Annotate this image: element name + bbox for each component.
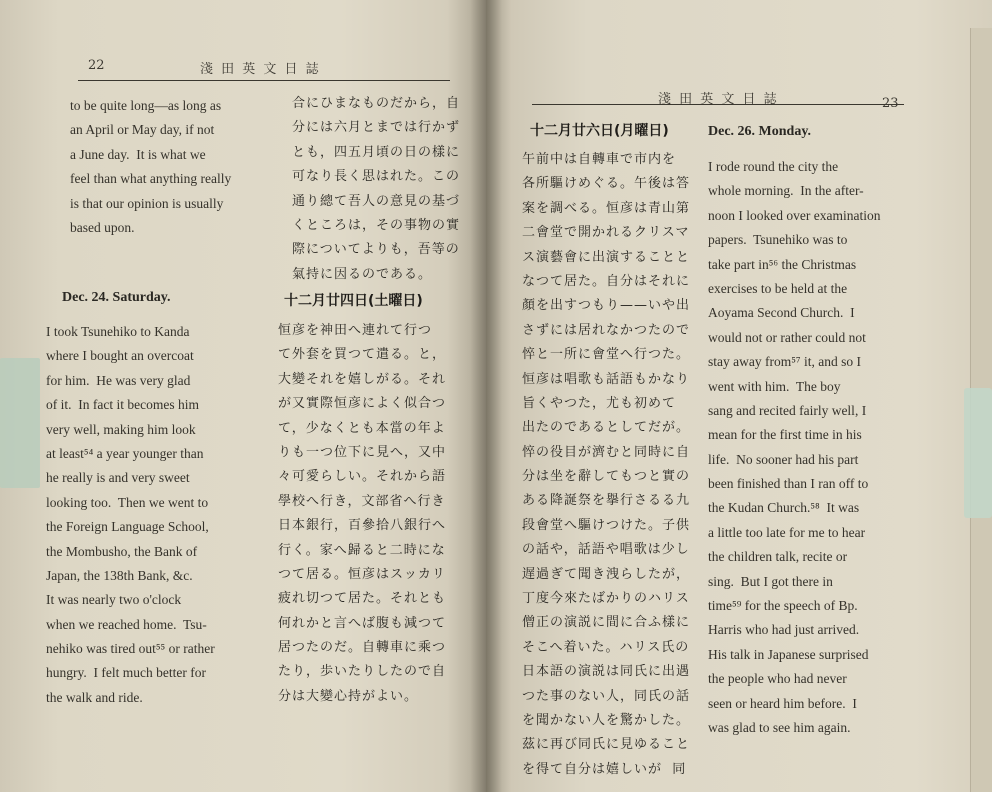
english-text-line: feel than what anything really bbox=[70, 171, 232, 187]
japanese-text-line: ス演藝會に出演することと bbox=[522, 249, 691, 265]
english-text-line: Aoyama Second Church. I bbox=[708, 305, 855, 321]
japanese-text-line: とも，四五月頃の日の樣に bbox=[292, 144, 461, 160]
page-number-left: 22 bbox=[88, 58, 105, 73]
japanese-text-line: 案を調べる。恒彦は青山第 bbox=[522, 200, 691, 216]
english-text-line: sing. But I got there in bbox=[708, 573, 833, 589]
japanese-text-line: 疲れ切つて居た。それとも bbox=[278, 591, 447, 607]
japanese-text-line: さずには居れなかつたので bbox=[522, 322, 691, 338]
english-text-line: time⁵⁹ for the speech of Bp. bbox=[708, 598, 858, 614]
japanese-text-line: 恒彦は唱歌も話語もかなり bbox=[522, 371, 691, 387]
english-text-line: a little too late for me to hear bbox=[708, 524, 866, 540]
english-text-line: based upon. bbox=[70, 219, 135, 235]
english-text-line: when we reached home. Tsu- bbox=[46, 616, 207, 632]
japanese-text-line: 分は坐を辭してもつと實の bbox=[522, 469, 691, 485]
japanese-text-line: 行く。家へ歸ると二時にな bbox=[278, 542, 446, 558]
english-text-line: to be quite long—as long as bbox=[70, 98, 222, 113]
english-text-line: Harris who had just arrived. bbox=[708, 622, 860, 638]
japanese-text-line: 學校へ行き，文部省へ行き bbox=[278, 493, 446, 509]
japanese-text-line: 分は大變心持がよい。 bbox=[278, 688, 419, 704]
english-text-line: the people who had never bbox=[708, 671, 847, 687]
english-text-line: a June day. It is what we bbox=[70, 146, 206, 162]
english-text-line: mean for the first time in his bbox=[708, 427, 862, 443]
japanese-text-line: を得て自分は嬉しいが 同 bbox=[522, 761, 687, 777]
header-rule-left bbox=[78, 80, 450, 81]
english-text-line: hungry. I felt much better for bbox=[46, 665, 206, 681]
english-entry-dec26 bbox=[708, 155, 880, 740]
header-rule-right bbox=[532, 104, 904, 105]
japanese-text-line: 々可愛らしい。それから語 bbox=[278, 469, 447, 485]
japanese-text-line: 際についてよりも，吾等の bbox=[292, 242, 460, 258]
english-text-line: an April or May day, if not bbox=[70, 122, 215, 138]
bookmark-tab-right bbox=[964, 388, 992, 518]
english-text-line: at least⁵⁴ a year younger than bbox=[46, 445, 204, 461]
english-text-line: noon I looked over examination bbox=[708, 207, 881, 223]
english-text-line: exercises to be held at the bbox=[708, 280, 848, 296]
japanese-text-line: 日本銀行，百參拾八銀行へ bbox=[278, 518, 447, 534]
english-text-line: went with him. The boy bbox=[708, 378, 841, 394]
japanese-entry-dec26 bbox=[522, 148, 690, 782]
japanese-text-line: の話や，話語や唱歌は少し bbox=[522, 542, 690, 558]
english-text-line: would not or rather could not bbox=[708, 329, 866, 345]
english-text-line: was glad to see him again. bbox=[708, 719, 851, 735]
japanese-text-line: つた事のない人，同氏の話 bbox=[522, 688, 691, 704]
english-text-line: the walk and ride. bbox=[46, 689, 143, 705]
english-text-line: seen or heard him before. I bbox=[708, 695, 857, 711]
japanese-text-line: が又實際恒彦によく似合つ bbox=[278, 396, 447, 412]
japanese-text-line: 合にひまなものだから，自 bbox=[292, 96, 461, 111]
japanese-text-line: 恒彦を神田へ連れて行つ bbox=[278, 323, 433, 338]
japanese-continuation bbox=[292, 92, 460, 287]
japanese-text-line: 可なり長く思はれた。この bbox=[292, 169, 461, 185]
japanese-text-line: 氣持に因るのである。 bbox=[292, 266, 433, 282]
japanese-text-line: て，少なくとも本當の年よ bbox=[278, 420, 446, 436]
japanese-text-line: 居つたのだ。自轉車に乘つ bbox=[278, 640, 447, 656]
english-text-line: His talk in Japanese surprised bbox=[708, 646, 869, 662]
english-text-line: he really is and very sweet bbox=[46, 470, 190, 486]
japanese-text-line: 通り總て吾人の意見の基づ bbox=[292, 193, 461, 209]
english-text-line: whole morning. In the after- bbox=[708, 183, 864, 199]
japanese-text-line: 午前中は自轉車で市内を bbox=[522, 152, 677, 167]
japanese-text-line: そこへ着いた。ハリス氏の bbox=[522, 639, 690, 655]
japanese-text-line: 丁度今來たばかりのハリス bbox=[522, 591, 690, 607]
japanese-text-line: を聞かない人を驚かした。 bbox=[522, 712, 691, 728]
japanese-text-line: 顏を出すつもり——いや出 bbox=[522, 298, 691, 314]
japanese-text-line: 分には六月とまでは行かず bbox=[292, 120, 461, 136]
japanese-text-line: 出たのであるとしてだが。 bbox=[522, 420, 691, 436]
english-text-line: It was nearly two o'clock bbox=[46, 592, 182, 608]
japanese-text-line: なつて居た。自分はそれに bbox=[522, 273, 691, 289]
english-text-line: the Mombusho, the Bank of bbox=[46, 543, 198, 559]
english-text-line: for him. He was very glad bbox=[46, 372, 191, 388]
japanese-text-line: くところは，その事物の實 bbox=[292, 217, 461, 233]
english-text-line: stay away from⁵⁷ it, and so I bbox=[708, 354, 862, 370]
japanese-text-line: 旨くやつた，尤も初めて bbox=[522, 395, 677, 411]
entry-date-jp-dec26: 十二月廿六日(月曜日) bbox=[530, 123, 669, 139]
english-text-line: looking too. Then we went to bbox=[46, 494, 209, 510]
english-text-line: is that our opinion is usually bbox=[70, 195, 224, 211]
english-text-line: I rode round the city the bbox=[708, 159, 839, 174]
running-title-left: 淺 田 英 文 日 誌 bbox=[200, 62, 321, 77]
japanese-text-line: 日本語の演説は同氏に出遇 bbox=[522, 664, 691, 680]
english-text-line: been finished than I ran off to bbox=[708, 476, 869, 492]
japanese-text-line: ある降誕祭を擧行さるる九 bbox=[522, 493, 691, 509]
entry-date-en-dec26: Dec. 26. Monday. bbox=[708, 124, 812, 139]
japanese-text-line: 茲に再び同氏に見ゆること bbox=[522, 737, 691, 753]
japanese-text-line: 何れかと言へば腹も減つて bbox=[278, 615, 447, 631]
book-gutter bbox=[470, 0, 502, 792]
japanese-text-line: 僧正の演説に間に合ふ樣に bbox=[522, 615, 691, 631]
japanese-text-line: 段會堂へ驅けつけた。子供 bbox=[522, 517, 691, 533]
japanese-text-line: 二會堂で開かれるクリスマ bbox=[522, 225, 690, 241]
japanese-text-line: りも一つ位下に見へ，又中 bbox=[278, 444, 447, 460]
japanese-text-line: 各所驅けめぐる。午後は答 bbox=[522, 176, 691, 192]
english-text-line: the Foreign Language School, bbox=[46, 519, 209, 535]
english-text-line: of it. In fact it becomes him bbox=[46, 397, 199, 413]
english-text-line: life. No sooner had his part bbox=[708, 451, 859, 467]
english-text-line: papers. Tsunehiko was to bbox=[708, 232, 848, 248]
english-text-line: I took Tsunehiko to Kanda bbox=[46, 324, 190, 339]
entry-date-en-dec24: Dec. 24. Saturday. bbox=[62, 290, 171, 305]
japanese-text-line: 悴と一所に會堂へ行つた。 bbox=[522, 347, 691, 363]
english-text-line: nehiko was tired out⁵⁵ or rather bbox=[46, 641, 215, 657]
japanese-text-line: 大變それを嬉しがる。それ bbox=[278, 371, 447, 387]
english-text-line: take part in⁵⁶ the Christmas bbox=[708, 256, 857, 272]
english-entry-dec24 bbox=[46, 320, 215, 710]
bookmark-tab-left bbox=[0, 358, 40, 488]
japanese-text-line: たり，歩いたりしたので自 bbox=[278, 664, 447, 680]
japanese-entry-dec24 bbox=[278, 319, 446, 709]
english-text-line: where I bought an overcoat bbox=[46, 348, 194, 364]
english-text-line: Japan, the 138th Bank, &c. bbox=[46, 567, 193, 583]
english-text-line: the Kudan Church.⁵⁸ It was bbox=[708, 500, 860, 516]
japanese-text-line: 悴の役目が濟むと同時に自 bbox=[522, 444, 691, 460]
page-number-right: 23 bbox=[882, 96, 899, 111]
japanese-text-line: つて居る。恒彦はスッカリ bbox=[278, 566, 446, 582]
english-text-line: sang and recited fairly well, I bbox=[708, 402, 867, 418]
english-text-line: very well, making him look bbox=[46, 421, 196, 437]
japanese-text-line: 遅過ぎて聞き洩らしたが， bbox=[522, 566, 691, 582]
english-continuation bbox=[70, 94, 231, 240]
english-text-line: the children talk, recite or bbox=[708, 549, 848, 565]
entry-date-jp-dec24: 十二月廿四日(土曜日) bbox=[284, 293, 423, 309]
running-title-right: 淺 田 英 文 日 誌 bbox=[658, 92, 779, 107]
japanese-text-line: て外套を買つて遣る。と， bbox=[278, 347, 447, 363]
